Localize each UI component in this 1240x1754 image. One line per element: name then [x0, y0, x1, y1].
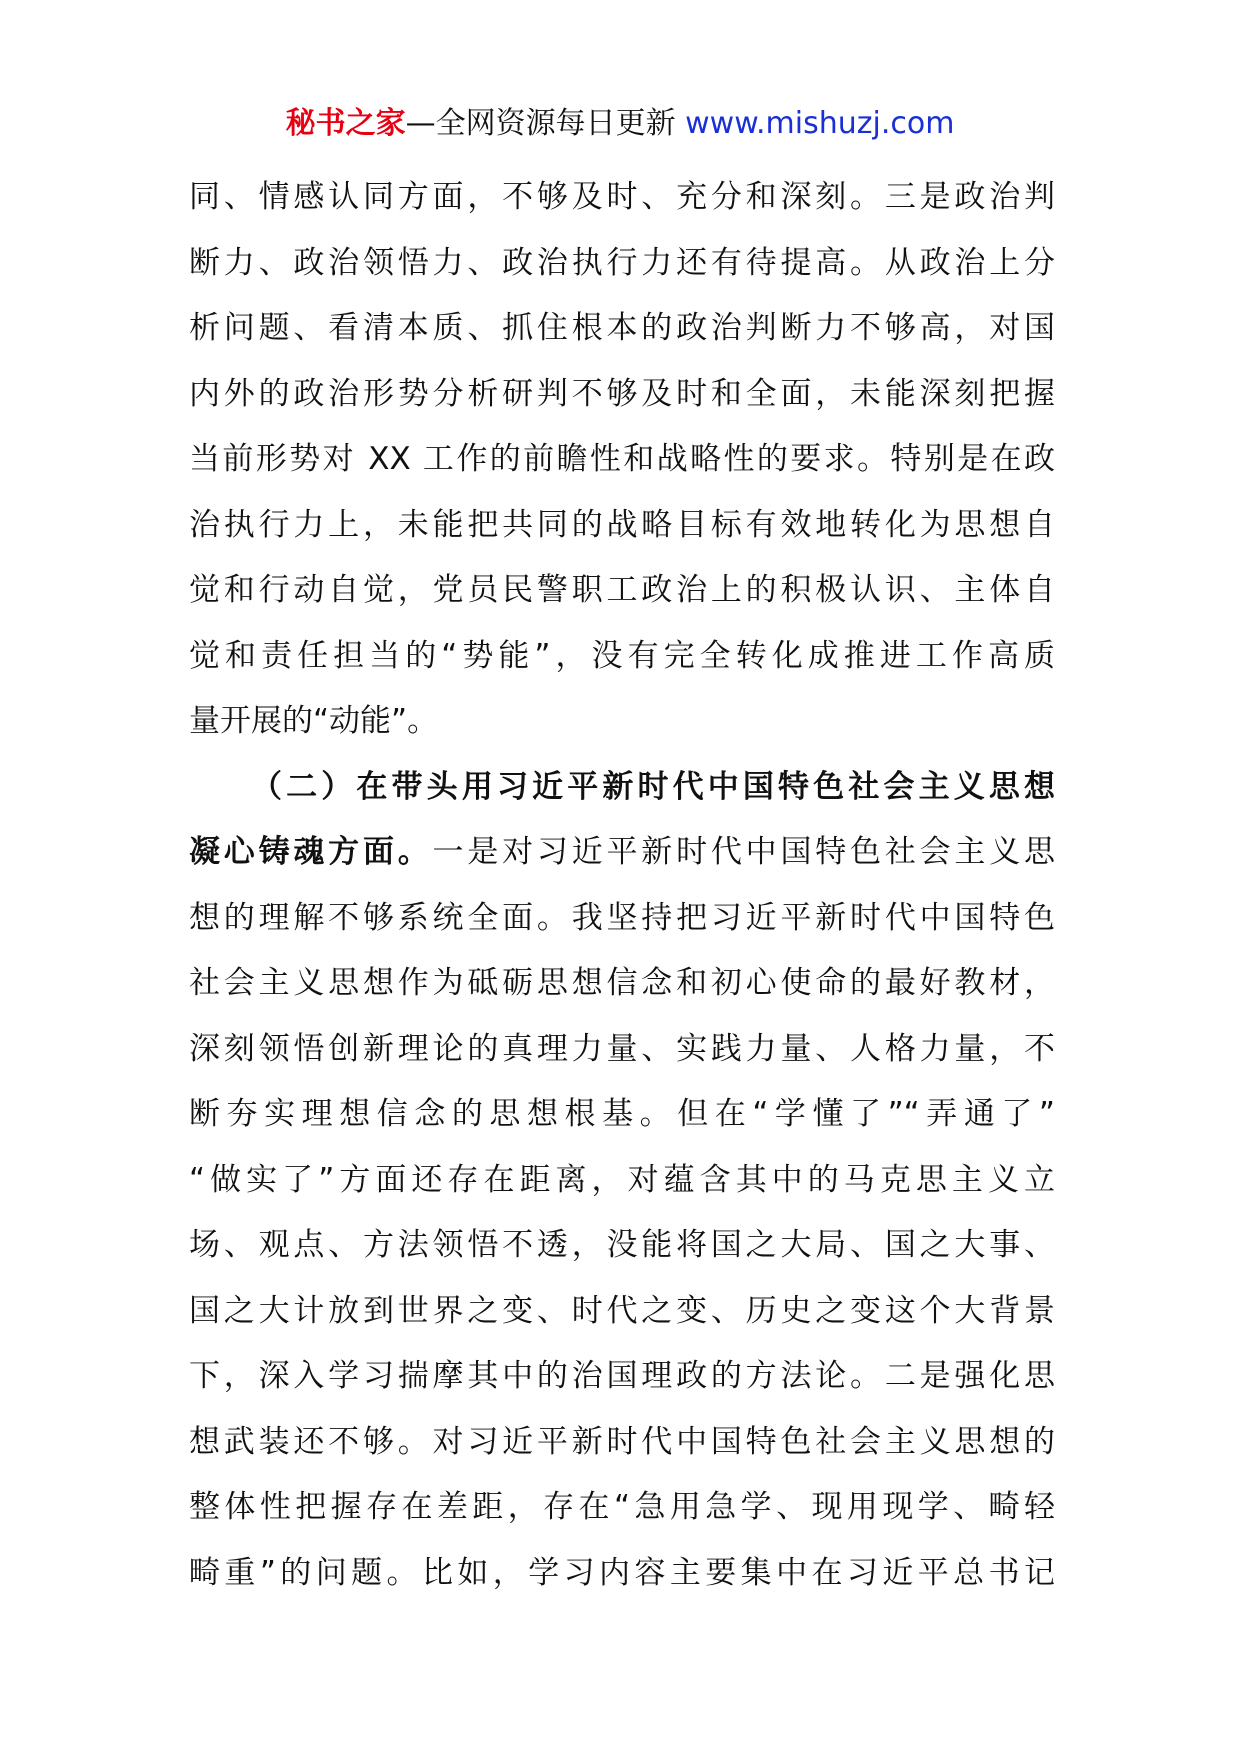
site-url[interactable]: www.mishuzj.com [685, 106, 955, 141]
section-heading-line: （二）在带头用习近平新时代中国特色社会主义思想 [251, 768, 1055, 805]
paragraph-line: 觉和责任担当的“势能”，没有完全转化成推进工作高质 [189, 637, 1055, 674]
paragraph-line: 整体性把握存在差距，存在“急用急学、现用现学、畸轻 [189, 1489, 1055, 1525]
paragraph-line: 想武装还不够。对习近平新时代中国特色社会主义思想的 [189, 1423, 1055, 1460]
header-tagline: —全网资源每日更新 [405, 106, 686, 141]
paragraph-line: 断力、政治领悟力、政治执行力还有待提高。从政治上分 [189, 244, 1055, 281]
paragraph-line: 析问题、看清本质、抓住根本的政治判断力不够高，对国 [189, 310, 1055, 346]
site-watermark-header [0, 104, 1240, 144]
paragraph-line: 国之大计放到世界之变、时代之变、历史之变这个大背景 [189, 1292, 1055, 1329]
paragraph-line: 场、观点、方法领悟不透，没能将国之大局、国之大事、 [189, 1227, 1055, 1263]
paragraph-line: “做实了”方面还存在距离，对蕴含其中的马克思主义立 [189, 1161, 1055, 1198]
paragraph-line: 量开展的“动能”。 [189, 703, 439, 739]
paragraph-text: 一是对习近平新时代中国特色社会主义思 [432, 834, 1055, 870]
paragraph-line: 社会主义思想作为砥砺思想信念和初心使命的最好教材， [189, 965, 1055, 1001]
paragraph-line: 觉和行动自觉，党员民警职工政治上的积极认识、主体自 [189, 572, 1055, 608]
paragraph-line: 下，深入学习揣摩其中的治国理政的方法论。二是强化思 [189, 1358, 1055, 1394]
paragraph-line: 畸重”的问题。比如，学习内容主要集中在习近平总书记 [189, 1554, 1055, 1591]
paragraph-line: 深刻领悟创新理论的真理力量、实践力量、人格力量，不 [189, 1030, 1055, 1067]
paragraph-line: 当前形势对 XX 工作的前瞻性和战略性的要求。特别是在政 [189, 441, 1055, 477]
document-body [189, 165, 1055, 1606]
brand-name: 秘书之家 [285, 106, 406, 141]
section-heading-tail: 凝心铸魂方面。 [189, 834, 433, 870]
paragraph-line: 想的理解不够系统全面。我坚持把习近平新时代中国特色 [189, 899, 1055, 936]
paragraph-line: 内外的政治形势分析研判不够及时和全面，未能深刻把握 [189, 375, 1055, 412]
paragraph-line: 同、情感认同方面，不够及时、充分和深刻。三是政治判 [189, 179, 1055, 215]
section-lead-line [189, 820, 1055, 886]
paragraph-line: 断夯实理想信念的思想根基。但在“学懂了”“弄通了” [189, 1096, 1055, 1132]
paragraph-line: 治执行力上，未能把共同的战略目标有效地转化为思想自 [189, 506, 1055, 543]
